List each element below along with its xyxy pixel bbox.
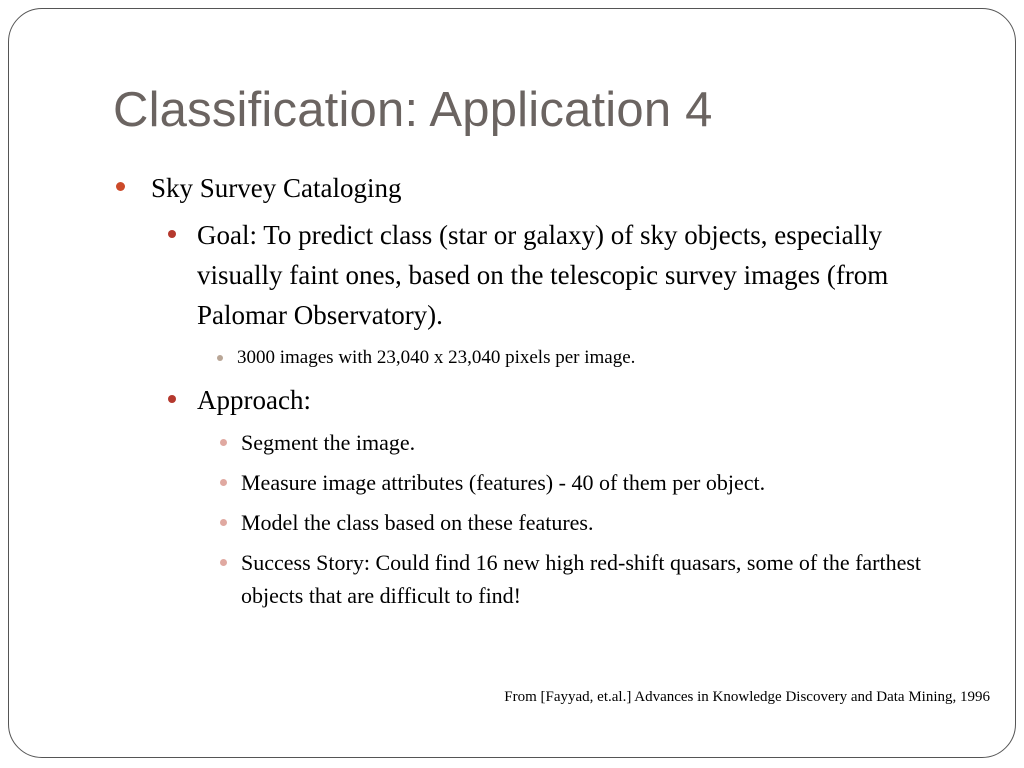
- bullet-text: Goal: To predict class (star or galaxy) of sky objects, especially visually faint ones, based on the telescopic survey images (from Palomar Observatory).: [197, 220, 889, 330]
- bullet-goal-detail: [237, 347, 635, 369]
- approach-item: [241, 506, 961, 539]
- bullet-dot-icon: [220, 479, 227, 486]
- bullet-dot-icon: [220, 559, 227, 566]
- bullet-sky-survey: [151, 170, 402, 206]
- bullet-dot-icon: [168, 230, 176, 238]
- bullet-dot-icon: [220, 439, 227, 446]
- bullet-text: Segment the image.: [241, 430, 416, 455]
- bullet-text: 3000 images with 23,040 x 23,040 pixels per image.: [237, 347, 636, 368]
- bullet-dot-icon: [168, 395, 176, 403]
- bullet-text: Sky Survey Cataloging: [151, 173, 402, 203]
- approach-item: [241, 426, 961, 459]
- bullet-dot-icon: [217, 355, 223, 361]
- approach-item: [241, 466, 961, 499]
- bullet-text: Model the class based on these features.: [241, 510, 594, 535]
- bullet-dot-icon: [116, 182, 125, 191]
- bullet-dot-icon: [220, 519, 227, 526]
- bullet-text: Approach:: [197, 385, 311, 415]
- bullet-approach: [197, 380, 967, 420]
- bullet-goal: [197, 215, 967, 335]
- bullet-text: Success Story: Could find 16 new high red-shift quasars, some of the farthest objects that are difficult to find!: [241, 550, 922, 608]
- bullet-text: Measure image attributes (features) - 40 of them per object.: [241, 470, 766, 495]
- approach-item: [241, 546, 961, 612]
- slide-title: Classification: Application 4: [113, 83, 713, 137]
- citation-footer: From [Fayyad, et.al.] Advances in Knowledge Discovery and Data Mining, 1996: [504, 689, 990, 705]
